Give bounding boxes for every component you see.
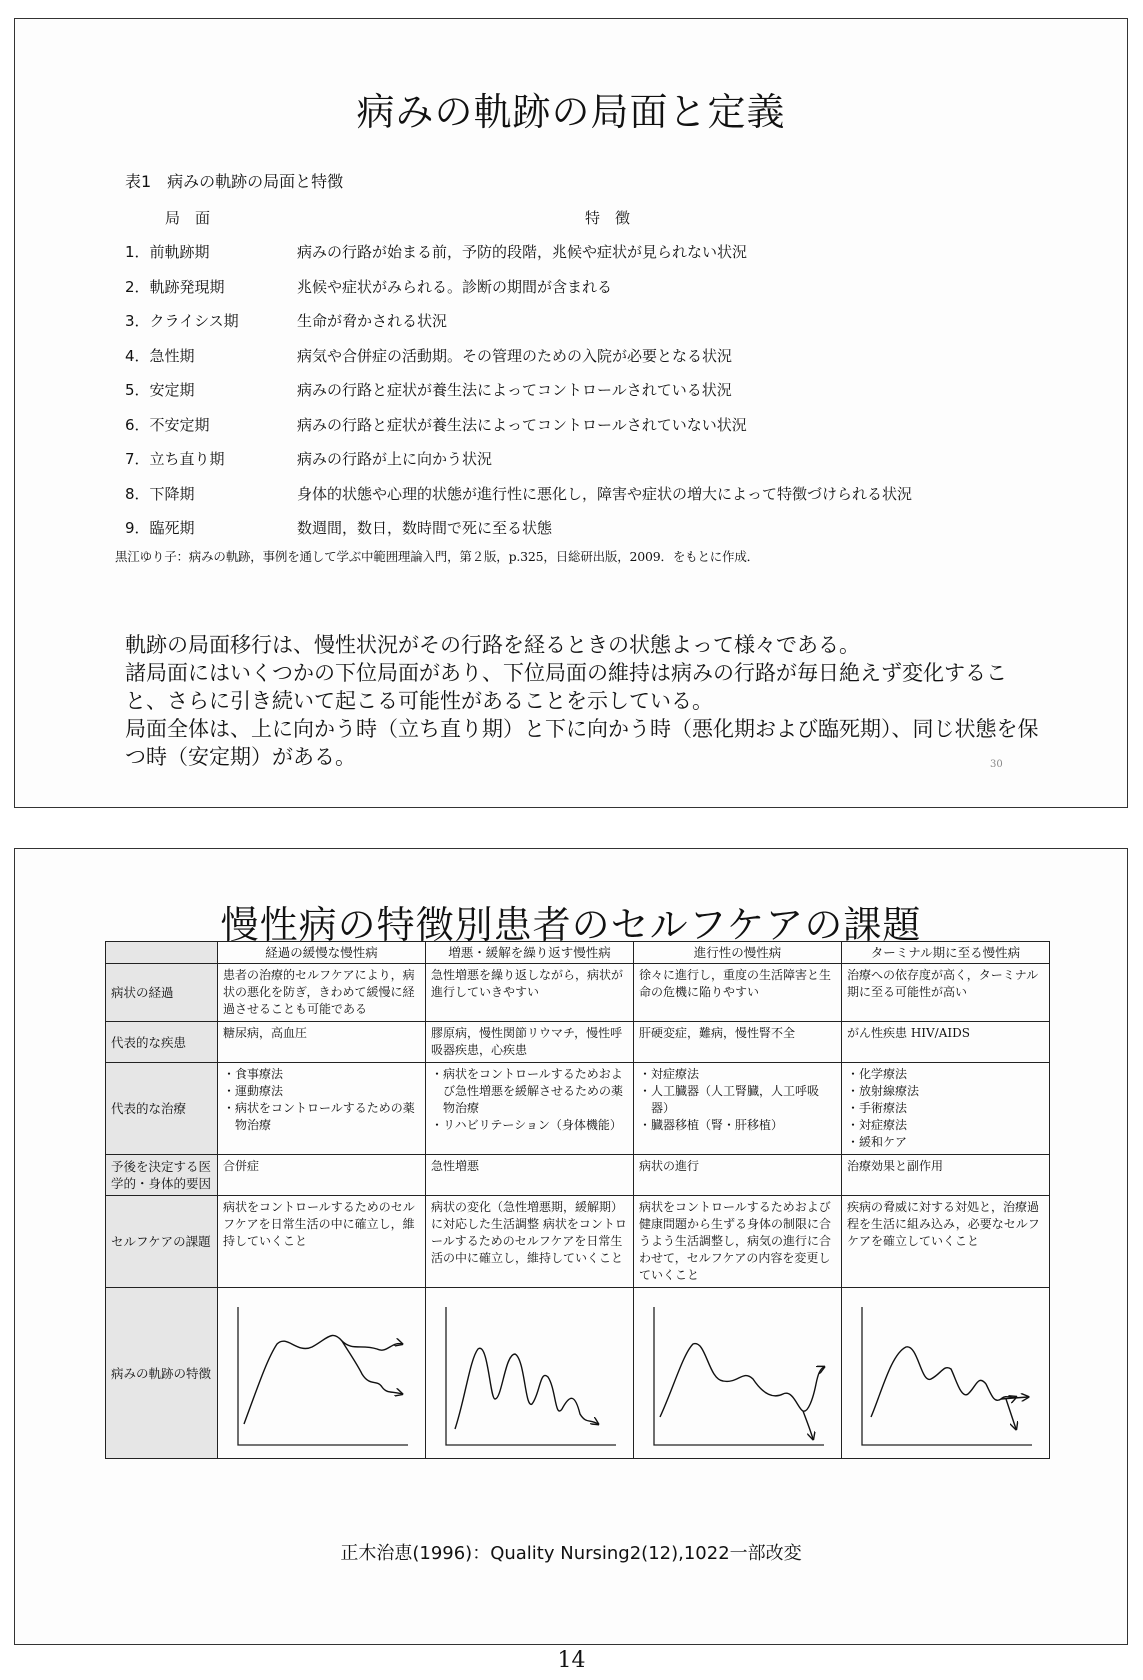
table-row	[125, 517, 552, 538]
row-header: 予後を決定する医学的・身体的要因	[106, 1155, 218, 1196]
row-header: 代表的な疾患	[106, 1022, 218, 1063]
phase-feature: 病みの行路と症状が養生法によってコントロールされていない状況	[297, 415, 747, 434]
table-cell: 徐々に進行し，重度の生活障害と生命の危機に陥りやすい	[634, 964, 842, 1022]
bullet-item: ・ 化学療法	[847, 1066, 1044, 1083]
trajectory-line	[871, 1347, 1016, 1417]
table-row	[125, 483, 912, 504]
table-row	[106, 1022, 1050, 1063]
phase-name: 8．下降期	[125, 484, 195, 503]
slide-page-mark: 30	[990, 759, 1003, 770]
treatment-list	[634, 1063, 842, 1155]
table-row	[125, 241, 747, 262]
bullet-item: ・ 対症療法	[639, 1066, 836, 1083]
graph-axes	[654, 1307, 824, 1445]
table-cell: 病状をコントロールするためおよび健康問題から生ずる身体の制限に合うよう生活調整し，病気の進行に合わせて，セルフケアの内容を変更していくこと	[634, 1196, 842, 1288]
table-source: 黒江ゆり子：病みの軌跡，事例を通して学ぶ中範囲理論入門，第２版，p.325，日総研出版，2009．をもとに作成．	[115, 549, 759, 564]
table-cell: 病状の進行	[634, 1155, 842, 1196]
table-cell: がん性疾患 HIV/AIDS	[842, 1022, 1050, 1063]
page-number: 14	[557, 1648, 586, 1673]
table-row	[125, 379, 732, 400]
trajectory-graph-repeated-exacerbation	[440, 1299, 620, 1449]
table-cell: 疾病の脅威に対する対処と，治療過程を生活に組み込み，必要なセルフケアを確立していくこと	[842, 1196, 1050, 1288]
trajectory-graph-terminal-decline	[856, 1299, 1036, 1449]
bullet-list	[223, 1066, 420, 1134]
phase-name: 9．臨死期	[125, 519, 195, 537]
graph-axes	[238, 1307, 408, 1445]
bullet-list	[431, 1066, 628, 1134]
table-cell: 病状の変化（急性増悪期，緩解期）に対応した生活調整 病状をコントロールするためのセルフケアを日常生活の中に確立し，維持していくこと	[426, 1196, 634, 1288]
bullet-item: ・ 運動療法	[223, 1083, 420, 1100]
paragraph: 諸局面にはいくつかの下位局面があり、下位局面の維持は病みの行路が毎日絶えず変化すること、さらに引き続いて起こる可能性があることを示している。	[125, 661, 1007, 713]
table-header-row	[106, 942, 1050, 964]
phase-feature: 数週間，数日，数時間で死に至る状態	[297, 519, 553, 537]
paragraph: 局面全体は、上に向かう時（立ち直り期）と下に向かう時（悪化期および臨死期）、同じ状態を保つ時（安定期）がある。	[125, 717, 1039, 769]
graph-axes	[446, 1307, 616, 1445]
table-row	[125, 276, 612, 297]
bullet-list	[639, 1066, 836, 1134]
phase-feature: 病みの行路が始まる前，予防的段階，兆候や症状が見られない状況	[297, 243, 748, 261]
table-row	[106, 1288, 1050, 1459]
phase-name: 6．不安定期	[125, 415, 210, 434]
phase-feature: 身体的状態や心理的状態が進行性に悪化し，障害や症状の増大によって特徴づけられる状況	[297, 484, 913, 503]
table-row	[106, 964, 1050, 1022]
phase-name: 2．軌跡発現期	[125, 277, 225, 296]
bullet-item: ・ 病状をコントロールするためおよび急性増悪を緩解させるための薬物治療	[431, 1066, 628, 1117]
phase-feature: 病みの行路が上に向かう状況	[297, 450, 493, 468]
table-cell: 合併症	[218, 1155, 426, 1196]
column-header: ターミナル期に至る慢性病	[842, 942, 1050, 964]
trajectory-line	[244, 1335, 402, 1424]
row-header: 病状の経過	[106, 964, 218, 1022]
column-header-feature: 特 徴	[585, 209, 631, 227]
phase-feature: 兆候や症状がみられる。診断の期間が含まれる	[297, 277, 613, 296]
trajectory-cell	[426, 1288, 634, 1459]
row-header: セルフケアの課題	[106, 1196, 218, 1288]
phase-name: 5．安定期	[125, 381, 195, 399]
row-header: 病みの軌跡の特徴	[106, 1288, 218, 1459]
table-cell: 急性増悪を繰り返しながら，病状が進行していきやすい	[426, 964, 634, 1022]
table-caption: 表1 病みの軌跡の局面と特徴	[125, 172, 344, 191]
table-cell: 治療効果と副作用	[842, 1155, 1050, 1196]
treatment-list	[426, 1063, 634, 1155]
trajectory-line	[455, 1348, 598, 1429]
slide-source: 正木治恵(1996)：Quality Nursing2(12),1022一部改変	[340, 1543, 802, 1564]
phase-feature: 病みの行路と症状が養生法によってコントロールされている状況	[297, 381, 732, 399]
trajectory-cell	[842, 1288, 1050, 1459]
bullet-item: ・ 手術療法	[847, 1100, 1044, 1117]
table-row	[125, 345, 732, 366]
table-cell: 病状をコントロールするためのセルフケアを日常生活の中に確立し，維持していくこと	[218, 1196, 426, 1288]
phase-feature: 生命が脅かされる状況	[297, 312, 448, 330]
phase-feature: 病気や合併症の活動期。その管理のための入院が必要となる状況	[297, 346, 733, 365]
trajectory-graph-progressive-decline	[648, 1299, 828, 1449]
graph-axes	[862, 1307, 1032, 1445]
column-header-phase: 局 面	[165, 209, 211, 227]
table-row	[106, 1155, 1050, 1196]
treatment-list	[842, 1063, 1050, 1155]
corner-cell	[106, 942, 218, 964]
bullet-item: ・ 放射線療法	[847, 1083, 1044, 1100]
trajectory-line	[803, 1411, 813, 1439]
bullet-item: ・ 病状をコントロールするための薬物治療	[223, 1100, 420, 1134]
slide-title: 病みの軌跡の局面と定義	[356, 90, 786, 134]
table-cell: 膠原病，慢性関節リウマチ，慢性呼吸器疾患，心疾患	[426, 1022, 634, 1063]
bullet-item: ・ 食事療法	[223, 1066, 420, 1083]
trajectory-line	[1006, 1399, 1016, 1429]
phase-name: 7．立ち直り期	[125, 450, 225, 468]
paragraph: 軌跡の局面移行は、慢性状況がその行路を経るときの状態よって様々である。	[125, 633, 860, 657]
trajectory-cell	[218, 1288, 426, 1459]
row-header: 代表的な治療	[106, 1063, 218, 1155]
slide-title: 慢性病の特徴別患者のセルフケアの課題	[220, 903, 922, 947]
bullet-list	[847, 1066, 1044, 1151]
table-row	[125, 414, 747, 435]
slide-chronic-illness-selfcare	[14, 848, 1128, 1645]
table-row	[106, 1063, 1050, 1155]
bullet-item: ・ 対症療法	[847, 1117, 1044, 1134]
phase-name: 1．前軌跡期	[125, 243, 210, 261]
table-row	[106, 1196, 1050, 1288]
bullet-item: ・ 臓器移植（腎・肝移植）	[639, 1117, 836, 1134]
slide-illness-trajectory-phases	[14, 18, 1128, 808]
column-header: 経過の緩慢な慢性病	[218, 942, 426, 964]
trajectory-line	[342, 1341, 402, 1394]
bullet-item: ・ 緩和ケア	[847, 1134, 1044, 1151]
table-cell: 患者の治療的セルフケアにより，病状の悪化を防ぎ，きわめて緩慢に経過させることも可能である	[218, 964, 426, 1022]
column-header: 進行性の慢性病	[634, 942, 842, 964]
treatment-list	[218, 1063, 426, 1155]
column-header: 増悪・緩解を繰り返す慢性病	[426, 942, 634, 964]
trajectory-graph-slow-plateau-branching	[232, 1299, 412, 1449]
table-cell: 治療への依存度が高く，ターミナル期に至る可能性が高い	[842, 964, 1050, 1022]
trajectory-line	[660, 1344, 824, 1417]
phase-name: 4．急性期	[125, 346, 195, 365]
bullet-item: ・ リハビリテーション（身体機能）	[431, 1117, 628, 1134]
table-cell: 肝硬変症，難病，慢性腎不全	[634, 1022, 842, 1063]
trajectory-cell	[634, 1288, 842, 1459]
table-cell: 急性増悪	[426, 1155, 634, 1196]
table-row	[125, 310, 447, 331]
bullet-item: ・ 人工臓器（人工腎臓，人工呼吸器）	[639, 1083, 836, 1117]
table-row	[125, 448, 492, 469]
phase-name: 3．クライシス期	[125, 312, 239, 330]
selfcare-table	[105, 941, 1050, 1459]
table-cell: 糖尿病，高血圧	[218, 1022, 426, 1063]
